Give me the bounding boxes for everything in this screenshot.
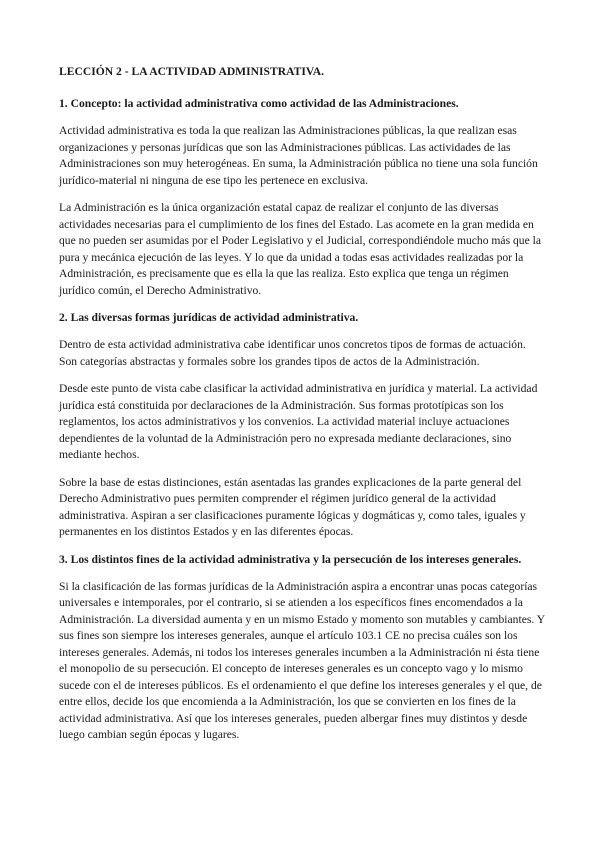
paragraph: Si la clasificación de las formas jurídicas de la Administración aspira a encontrar unas pocas categorías universales e intemporales, por el contrario, si se atienden a los específicos fines encomendados a la Administración. La diversidad aumenta y en un mismo Estado y momento son mutables y cambiantes. Y sus fines son siempre los intereses generales, aunque el artículo 103.1 CE no precisa cuáles son los intereses generales. Además, ni todos los intereses generales incumben a la Administración ni ésta tiene el monopolio de su persecución. El concepto de intereses generales es un concepto vago y lo mismo sucede con el de intereses públicos. Es el ordenamiento el que define los intereses generales y el que, de entre ellos, decide los que encomienda a la Administración, los que se convierten en los fines de la actividad administrativa. Así que los intereses generales, pueden albergar fines muy distintos y desde luego cambian según épocas y lugares. bbox=[59, 579, 545, 741]
section-1 bbox=[59, 96, 545, 299]
section-2 bbox=[59, 310, 545, 541]
paragraph: Actividad administrativa es toda la que realizan las Administraciones públicas, la que realizan esas organizaciones y personas jurídicas que son las Administraciones públicas. Las actividades de las Administraciones son muy heterogéneas. En suma, la Administración pública no tiene una sola función jurídico-material ni ninguna de ese tipo les pertenece en exclusiva. bbox=[59, 124, 538, 187]
paragraph: La Administración es la única organización estatal capaz de realizar el conjunto de las diversas actividades necesarias para el cumplimiento de los fines del Estado. Las acomete en la gran medida en que no pueden ser asumidas por el Poder Legislativo y el Judicial, correspondiéndole mucho más que la pura y mecánica ejecución de las leyes. Y lo que da unidad a todas esas actividades realizadas por la Administración, es precisamente que es ella la que las realiza. Esto explica que tenga un régimen jurídico común, el Derecho Administrativo. bbox=[59, 201, 541, 297]
document-page bbox=[59, 64, 545, 755]
section-heading: 3. Los distintos fines de la actividad administrativa y la persecución de los intereses generales. bbox=[59, 552, 522, 566]
paragraph: Sobre la base de estas distinciones, están asentadas las grandes explicaciones de la parte general del Derecho Administrativo pues permiten comprender el régimen jurídico general de la actividad administrativa. Aspiran a ser clasificaciones puramente lógicas y dogmáticas y, como tales, iguales y permanentes en los distintos Estados y en las diferentes épocas. bbox=[59, 475, 526, 538]
section-heading: 2. Las diversas formas jurídicas de actividad administrativa. bbox=[59, 311, 359, 324]
paragraph: Dentro de esta actividad administrativa cabe identificar unos concretos tipos de formas de actuación. Son categorías abstractas y formales sobre los grandes tipos de actos de la Administración. bbox=[59, 338, 526, 368]
section-3 bbox=[59, 552, 545, 744]
section-heading: 1. Concepto: la actividad administrativa como actividad de las Administraciones. bbox=[59, 97, 459, 110]
document-title: LECCIÓN 2 - LA ACTIVIDAD ADMINISTRATIVA. bbox=[59, 65, 324, 78]
paragraph: Desde este punto de vista cabe clasificar la actividad administrativa en jurídica y material. La actividad jurídica está constituida por declaraciones de la Administración. Sus formas prototípicas son los reglamentos, los actos administrativos y los convenios. La actividad material incluye actuaciones dependientes de la voluntad de la Administración pero no expresada mediante declaraciones, sino mediante hechos. bbox=[59, 382, 538, 461]
